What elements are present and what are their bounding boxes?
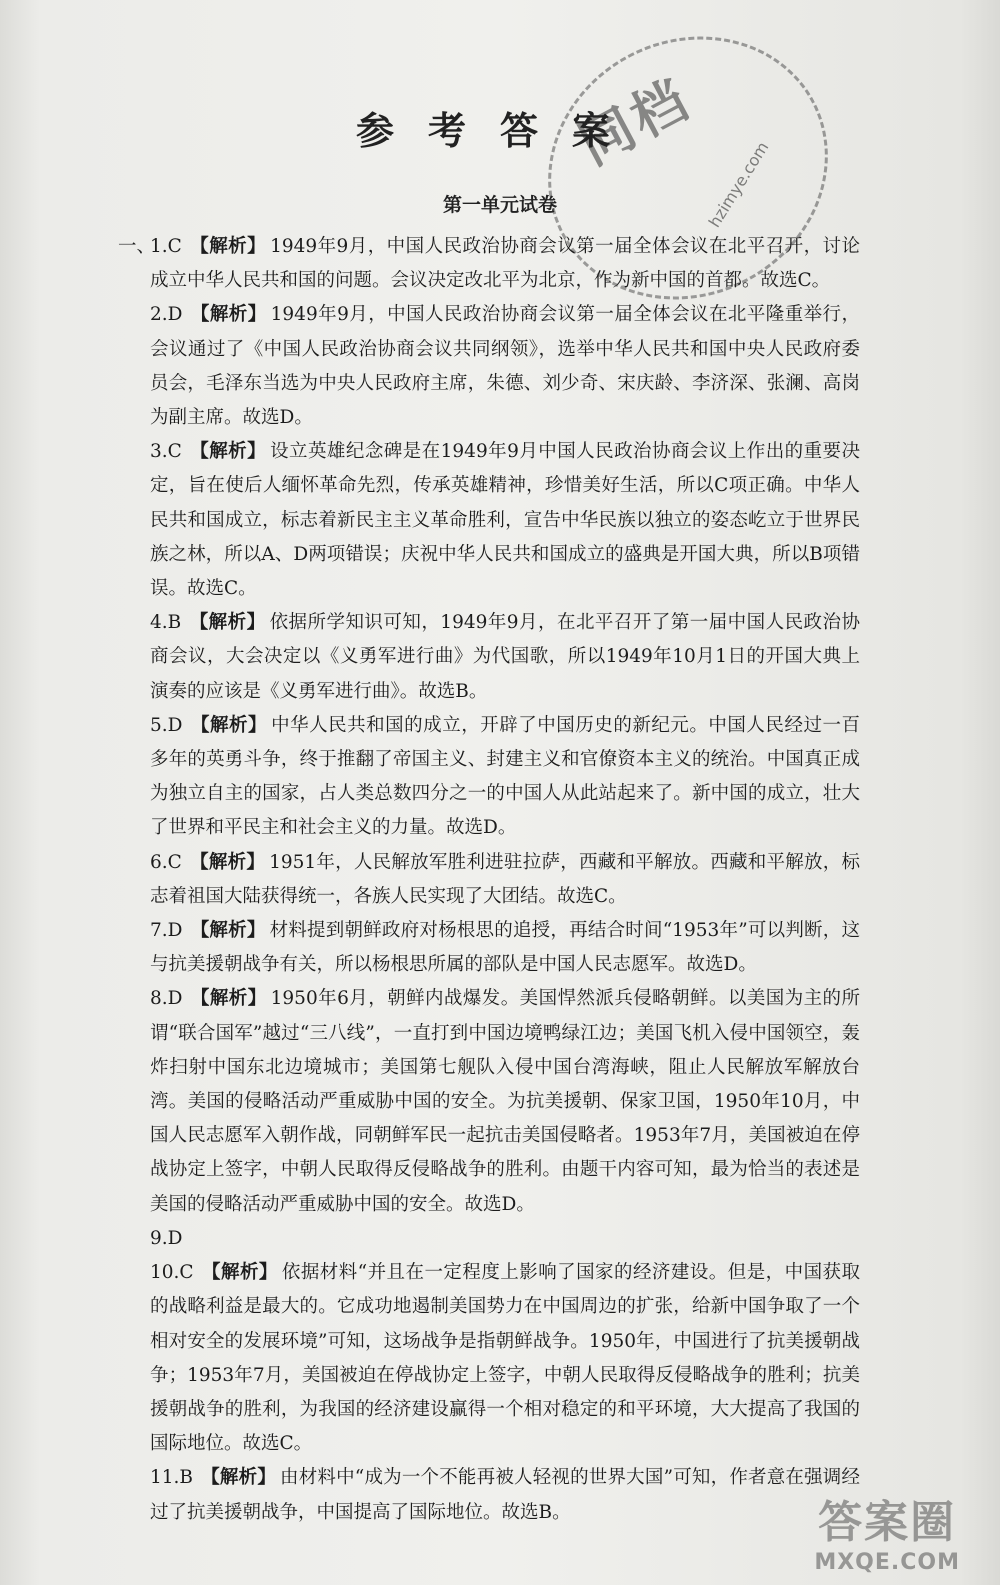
answer-text: 1949年9月，中国人民政治协商会议第一届全体会议在北平隆重举行，会议通过了《中国人民政治协商会议共同纲领》，选举中华人民共和国中央人民政府委员会，毛泽东当选为中央人民政府主席，朱德、刘少奇、宋庆龄、李济深、张澜、高岗为副主席。故选D。 xyxy=(150,304,860,429)
answer-item xyxy=(150,846,860,914)
analysis-tag: 【解析】 xyxy=(189,612,266,634)
analysis-tag: 【解析】 xyxy=(190,714,268,736)
answer-text: 1949年9月，中国人民政治协商会议第一届全体会议在北平召开，讨论成立中华人民共和国的问题。会议决定改北平为北京，作为新中国的首都。故选C。 xyxy=(150,236,860,292)
analysis-tag: 【解析】 xyxy=(190,304,267,326)
analysis-tag: 【解析】 xyxy=(189,441,267,463)
analysis-tag: 【解析】 xyxy=(189,236,267,257)
analysis-tag: 【解析】 xyxy=(190,920,266,942)
answer-text: 设立英雄纪念碑是在1949年9月中国人民政治协商会议上作出的重要决定，旨在使后人缅怀革命先烈，传承英雄精神，珍惜美好生活，所以C项正确。中华人民共和国成立，标志着新民主主义革命胜利，宣告中华民族以独立的姿态屹立于世界民族之林，所以A、D两项错误；庆祝中华人民共和国成立的盛典是开国大典，所以B项错误。故选C。 xyxy=(150,441,860,600)
answer-number: 5.D xyxy=(150,714,183,736)
answer-text: 由材料中“成为一个不能再被人轻视的世界大国”可知，作者意在强调经过了抗美援朝战争，中国提高了国际地位。故选B。 xyxy=(150,1467,860,1523)
answer-item xyxy=(150,435,860,606)
answer-number: 10.C xyxy=(150,1262,194,1284)
section-prefix: 一、 xyxy=(118,236,156,257)
unit-title: 第一单元试卷 xyxy=(442,194,557,216)
analysis-tag: 【解析】 xyxy=(189,851,266,873)
watermark-url: MXQE.COM xyxy=(814,1550,960,1575)
answer-item xyxy=(150,982,860,1221)
answer-number: 1.C xyxy=(150,236,182,257)
answer-number: 11.B xyxy=(150,1467,194,1489)
answer-item xyxy=(150,1461,860,1529)
answer-number: 7.D xyxy=(150,920,183,942)
stamp-url: hzimye.com xyxy=(704,138,773,231)
answer-text: 1951年，人民解放军胜利进驻拉萨，西藏和平解放。西藏和平解放，标志着祖国大陆获得统一，各族人民实现了大团结。故选C。 xyxy=(150,851,860,907)
answer-item xyxy=(150,1256,860,1461)
answer-item xyxy=(150,914,860,982)
answer-number: 9.D xyxy=(150,1227,183,1249)
answer-number: 3.C xyxy=(150,441,182,463)
analysis-tag: 【解析】 xyxy=(201,1262,278,1284)
answer-item xyxy=(150,298,860,435)
answer-item xyxy=(150,230,860,298)
answer-item xyxy=(150,606,860,709)
answer-number: 8.D xyxy=(150,988,183,1010)
answer-text: 材料提到朝鲜政府对杨根思的追授，再结合时间“1953年”可以判断，这与抗美援朝战争有关，所以杨根思所属的部队是中国人民志愿军。故选D。 xyxy=(150,920,860,976)
analysis-tag: 【解析】 xyxy=(201,1467,277,1489)
watermark-chars: 答案圈 xyxy=(818,1497,957,1548)
answer-item xyxy=(150,1222,860,1256)
answer-text: 依据材料“并且在一定程度上影响了国家的经济建设。但是，中国获取的战略利益是最大的。它成功地遏制美国势力在中国周边的扩张，给新中国争取了一个相对安全的发展环境”可知，这场战争是指朝鲜战争。1950年，中国进行了抗美援朝战争；1953年7月，美国被迫在停战协定上签字，中朝人民取得反侵略战争的胜利；抗美援朝战争的胜利，为我国的经济建设赢得一个相对稳定的和平环境，大大提高了我国的国际地位。故选C。 xyxy=(150,1262,860,1455)
answer-number: 2.D xyxy=(150,304,183,326)
answer-number: 4.B xyxy=(150,612,182,634)
answer-item xyxy=(150,709,860,846)
analysis-tag: 【解析】 xyxy=(190,988,267,1010)
answer-text: 依据所学知识可知，1949年9月，在北平召开了第一届中国人民政治协商会议，大会决定以《义勇军进行曲》为代国歌，所以1949年10月1日的开国大典上演奏的应该是《义勇军进行曲》。故选B。 xyxy=(150,612,860,702)
answer-list xyxy=(150,230,860,1530)
site-watermark xyxy=(814,1486,960,1575)
answer-text: 1950年6月，朝鲜内战爆发。美国悍然派兵侵略朝鲜。以美国为主的所谓“联合国军”越过“三八线”，一直打到中国边境鸭绿江边；美国飞机入侵中国领空，轰炸扫射中国东北边境城市；美国第七舰队入侵中国台湾海峡，阻止人民解放军解放台湾。美国的侵略活动严重威胁中国的安全。为抗美援朝、保家卫国，1950年10月，中国人民志愿军入朝作战，同朝鲜军民一起抗击美国侵略者。1953年7月，美国被迫在停战协定上签字，中朝人民取得反侵略战争的胜利。由题干内容可知，最为恰当的表述是美国的侵略活动严重威胁中国的安全。故选D。 xyxy=(150,988,860,1215)
page-title: 参考答案 xyxy=(355,108,644,153)
answer-number: 6.C xyxy=(150,851,182,873)
stamp-chars: 同档 xyxy=(568,66,701,178)
answer-text: 中华人民共和国的成立，开辟了中国历史的新纪元。中国人民经过一百多年的英勇斗争，终于推翻了帝国主义、封建主义和官僚资本主义的统治。中国真正成为独立自主的国家，占人类总数四分之一的中国人从此站起来了。新中国的成立，壮大了世界和平民主和社会主义的力量。故选D。 xyxy=(150,714,860,839)
